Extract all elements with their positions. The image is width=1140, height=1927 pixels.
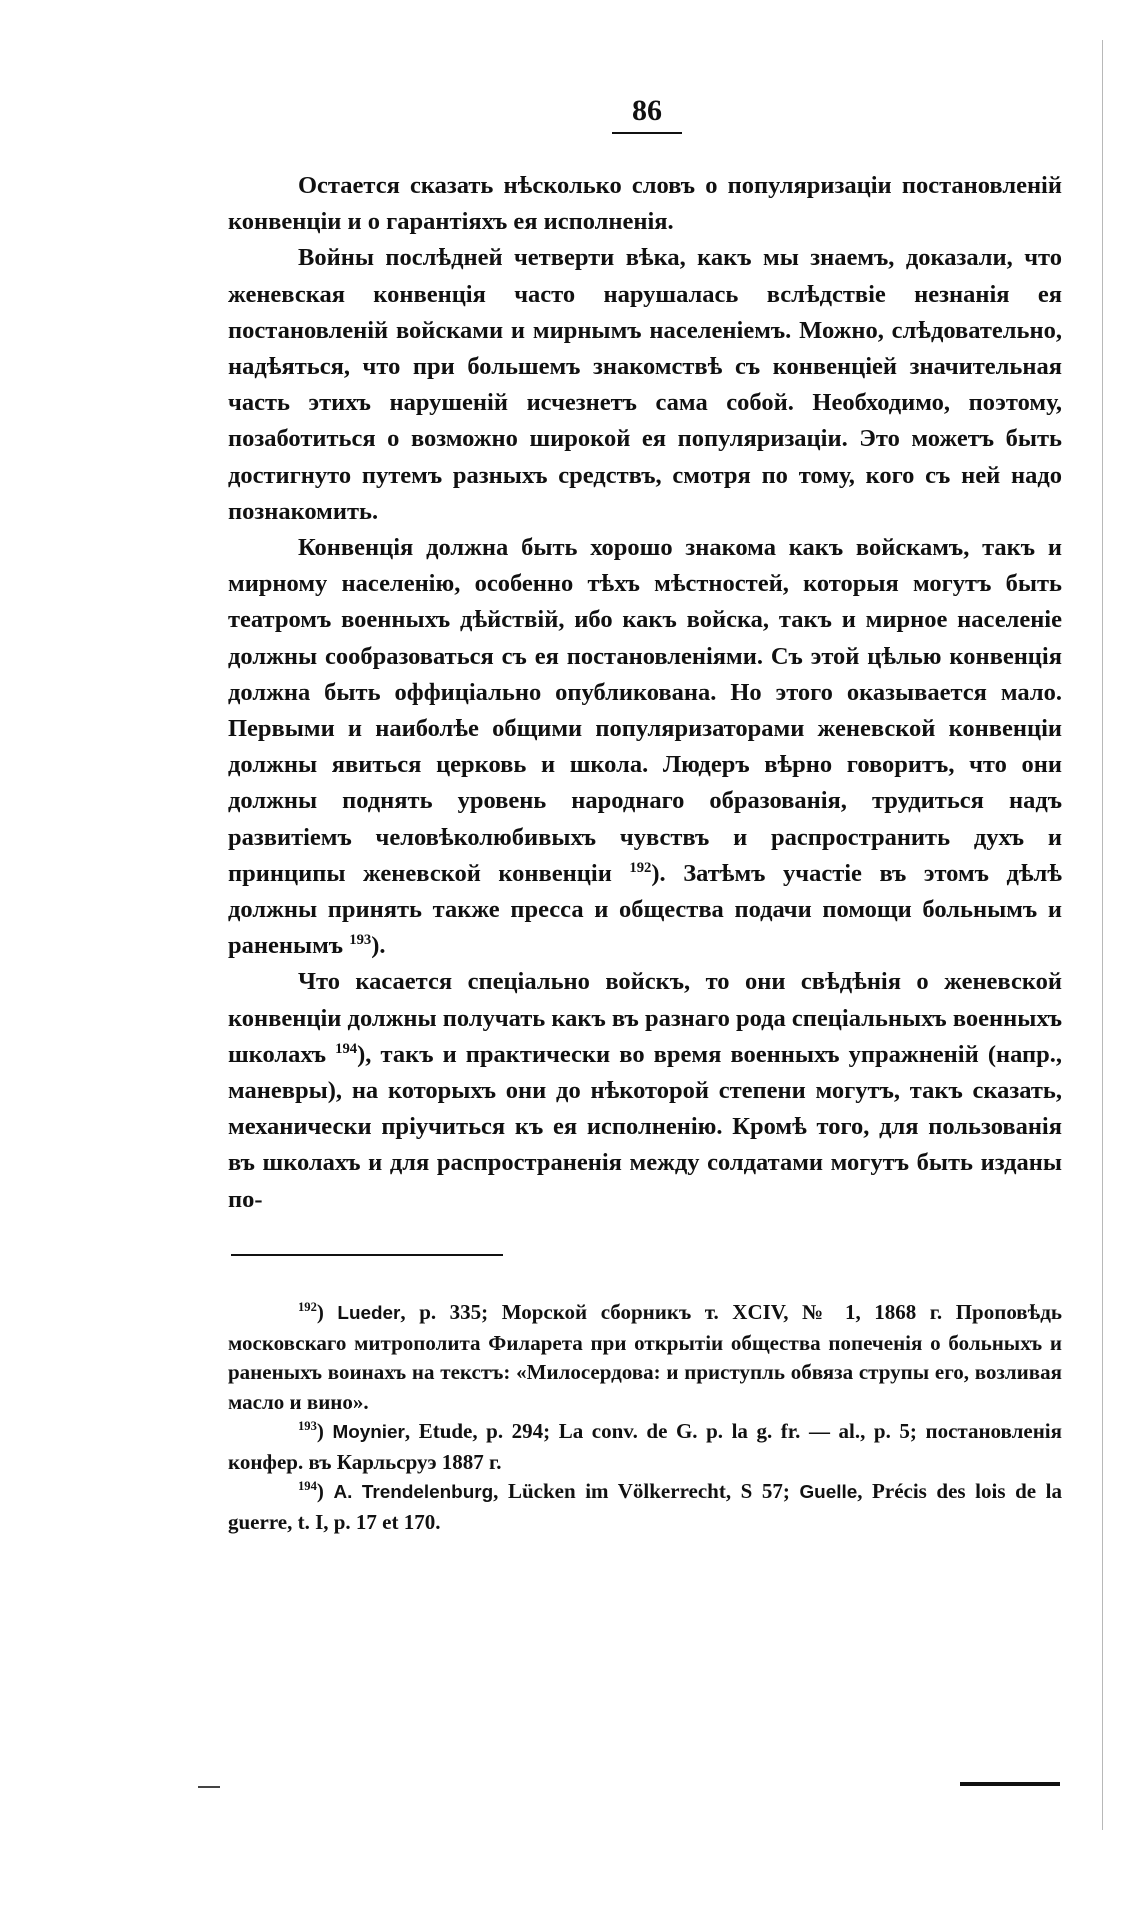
footnote-text: т. XCIV, № 1, 1868 г. Проповѣдь московскаго митрополита Филарета при открытіи общества попеченія о больныхъ и раненыхъ воинахъ на текстъ: «Милосердова: и приступль обвяза струпы его, возливая масло и вино». xyxy=(228,1300,1062,1414)
footnotes xyxy=(228,1298,1062,1537)
scan-artifact-left xyxy=(198,1786,220,1788)
paragraph-4-text-b: ), такъ и практически во время военныхъ упражненій (напр., маневры), на которыхъ они до нѣкоторой степени могутъ, такъ сказать, механически пріучиться къ ея исполненію. Кромѣ того, для пользованія въ школахъ и для распространенія между солдатами могутъ быть изданы по- xyxy=(228,1040,1063,1213)
footnote-author: Lueder xyxy=(337,1303,401,1324)
footnote-number: 194 xyxy=(298,1479,317,1493)
footnote-194: $^{194}$) A. Trendelenburg, Lücken im Völkerrecht, S 57; Guelle, Précis des lois de la guerre, t. I, p. 17 et 170. xyxy=(228,1479,1063,1534)
paragraph-3-text-b: ). Затѣмъ участіе въ этомъ дѣлѣ должны принять также пресса и общества подачи помощи больнымъ и раненымъ xyxy=(228,859,1063,960)
footnote-ref-193[interactable]: 193 xyxy=(349,932,372,949)
footnote-text: , p. 335; xyxy=(400,1300,502,1324)
footnote-192: $^{192}$) Lueder, p. 335; Морской сборникъ т. XCIV, № 1, 1868 г. Проповѣдь московскаго митрополита Филарета при открытіи общества попеченія о больныхъ и раненыхъ воинахъ на текстъ: «Милосердова: и приступль обвяза струпы его, возливая масло и вино». xyxy=(228,1300,1062,1414)
footnote-number: 192 xyxy=(298,1300,317,1314)
footnote-separator xyxy=(231,1254,503,1256)
scan-artifact-right xyxy=(960,1782,1060,1786)
footnote-author: Moynier xyxy=(332,1422,405,1443)
paragraph-3-text-a: Конвенція должна быть хорошо знакома какъ войскамъ, такъ и мирному населенію, особенно тѣхъ мѣстностей, которыя могутъ быть театромъ военныхъ дѣйствій, ибо какъ войска, такъ и мирное населеніе должны сообразоваться съ ея постановленіями. Съ этой цѣлью конвенція должна быть оффиціально опубликована. Но этого оказывается мало. Первыми и наиболѣе общими популяризаторами женевской конвенціи должны явиться церковь и школа. Людеръ вѣрно говоритъ, что они должны поднять уровень народнаго образованія, трудиться надъ развитіемъ человѣколюбивыхъ чувствъ и распространить духъ и принципы женевской конвенціи xyxy=(228,534,1062,887)
main-text xyxy=(228,168,1062,1218)
scan-margin-line xyxy=(1102,40,1103,1830)
footnote-author: A. Trendelenburg xyxy=(333,1482,494,1503)
footnote-number: 193 xyxy=(298,1419,317,1433)
paragraph-2: Войны послѣдней четверти вѣка, какъ мы знаемъ, доказали, что женевская конвенція часто нарушалась вслѣдствіе незнанія ея постановленій войсками и мирнымъ населеніемъ. Можно, слѣдовательно, надѣяться, что при большемъ знакомствѣ съ конвенціей значительная часть этихъ нарушеній исчезнетъ сама собой. Необходимо, поэтому, позаботиться о возможно широкой ея популяризаціи. Это можетъ быть достигнуто путемъ разныхъ средствъ, смотря по тому, кого съ ней надо познакомить. xyxy=(228,244,1062,525)
footnote-ref-192[interactable]: 192 xyxy=(629,859,652,876)
footnote-text: , Lücken im Völkerrecht, S 57; xyxy=(493,1479,800,1503)
paragraph-1: Остается сказать нѣсколько словъ о популяризаціи постановленій конвенціи и о гарантіяхъ ея исполненія. xyxy=(228,172,1062,236)
paragraph-3-text-c: ). xyxy=(371,932,386,960)
paragraph-4-text-a: Что касается спеціально войскъ, то они свѣдѣнія о женевской конвенціи должны получать какъ въ разнаго рода спеціальныхъ военныхъ школахъ xyxy=(228,968,1062,1068)
footnote-text: , Précis des lois de la guerre, t. I, p. 17 et 170. xyxy=(228,1479,1063,1534)
paragraph-4 xyxy=(228,964,1062,1217)
footnote-journal: Морской сборникъ xyxy=(501,1300,692,1324)
footnote-text: , Etude, p. 294; La conv. de G. p. la g. fr. — al., p. 5; постановленія конфер. въ Карльсруэ 1887 г. xyxy=(228,1419,1062,1474)
page-number: 86 xyxy=(612,92,682,134)
footnote-193: $^{193}$) Moynier, Etude, p. 294; La conv. de G. p. la g. fr. — al., p. 5; постановленія конфер. въ Карльсруэ 1887 г. xyxy=(228,1419,1062,1474)
paragraph-3 xyxy=(228,530,1062,964)
footnote-author: Guelle xyxy=(799,1482,858,1503)
footnote-ref-194[interactable]: 194 xyxy=(335,1040,358,1057)
